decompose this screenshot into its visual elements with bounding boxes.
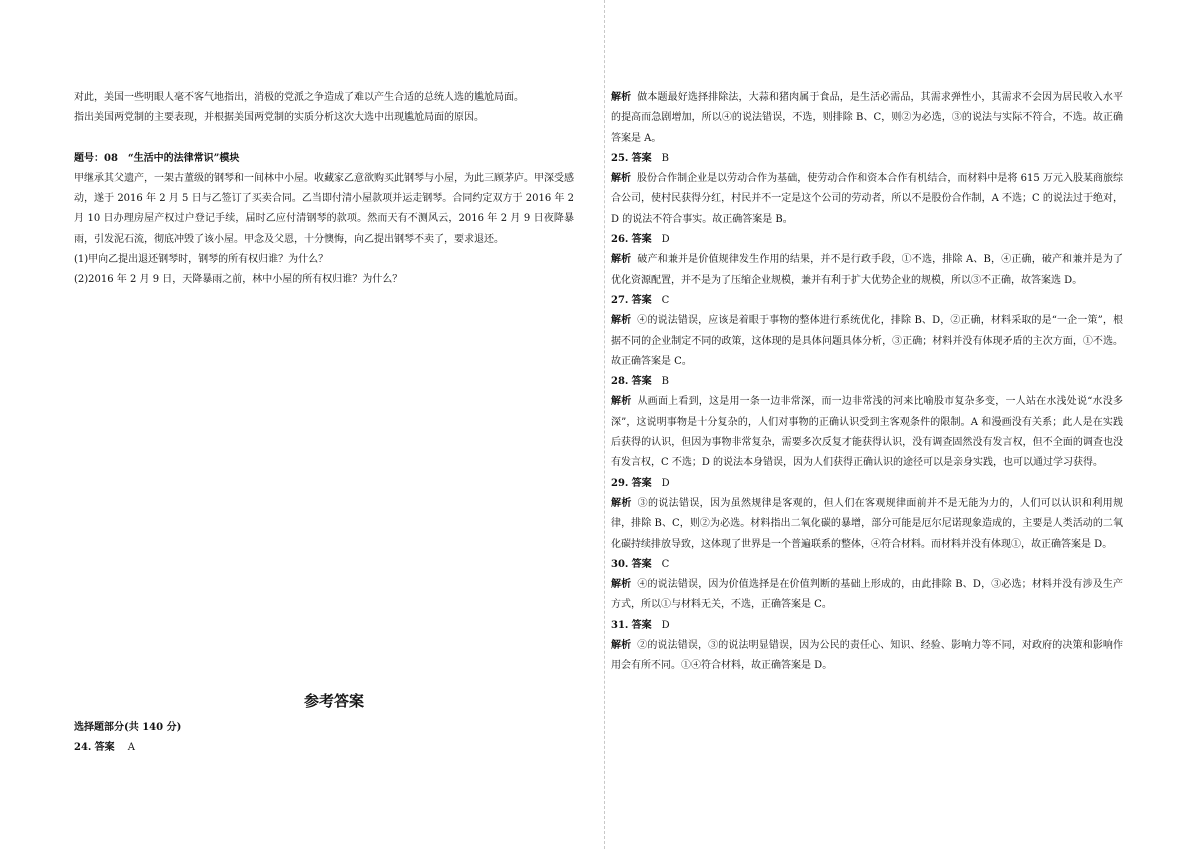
answer-label: 答案 (94, 742, 115, 754)
analysis-label: 解析 (611, 640, 632, 652)
answer-value: B (661, 152, 669, 164)
item-number: 30. (611, 558, 629, 570)
answer-line (611, 230, 1123, 250)
answer-line (611, 474, 1123, 494)
analysis-label: 解析 (611, 173, 632, 185)
sub-question-2: (2)2016 年 2 月 9 日，天降暴雨之前，林中小屋的所有权归谁？为什么？ (74, 274, 403, 286)
analysis-text: ④的说法错误，应该是着眼于事物的整体进行系统优化，排除 B、D，②正确，材料采取的是“一企一策”，根据不同的企业制定不同的政策，这体现的是具体问题具体分析，③正确；材料并没有体现矛盾的主次方面，①不选。故正确答案是 C。 (611, 315, 1124, 367)
analysis-text: ③的说法错误，因为虽然规律是客观的，但人们在客观规律面前并不是无能为力的，人们可以认识和利用规律，排除 B、C，则②为必选。材料指出二氧化碳的暴增，部分可能是厄尔尼诺现象造成的，主要是人类活动的二氧化碳持续排放导致，这体现了世界是一个普遍联系的整体，④符合材料。而材料并没有体现①，故正确答案是 D。 (611, 497, 1124, 550)
answer-line (611, 149, 1123, 169)
right-column (611, 88, 1123, 677)
answer-label: 答案 (631, 152, 652, 164)
item-number: 26. (611, 234, 629, 246)
answer-line (611, 555, 1123, 575)
answer-label: 答案 (631, 477, 652, 489)
item-number: 31. (611, 619, 629, 631)
analysis-label: 解析 (611, 92, 632, 103)
answer-label: 答案 (631, 558, 652, 570)
answer-value: D (661, 234, 670, 246)
analysis-text: 破产和兼并是价值规律发生作用的结果，并不是行政手段，①不选，排除 A、B，④正确，破产和兼并是为了优化资源配置，并不是为了压缩企业规模，兼并有利于扩大优势企业的规模，所以③不正确，故答案选 D。 (611, 254, 1124, 286)
analysis-text: 从画面上看到，这是用一条一边非常深，而一边非常浅的河来比喻股市复杂多变，一人站在水浅处说“水没多深”，这说明事物是十分复杂的，人们对事物的正确认识受到主客观条件的限制。A 和漫画没有关系；此人是在实践后获得的认识，但因为事物非常复杂，需要多次反复才能获得认识，没有调查固然没有发言权，但不全面的调查也没有发言权，C 不选；D 的说法本身错误，因为人们获得正确认识的途径可以是亲身实践，也可以通过学习获得。 (611, 396, 1123, 469)
answer-value: C (661, 558, 670, 570)
answer-value: D (661, 619, 670, 631)
page-divider (604, 0, 605, 849)
analysis-label: 解析 (611, 396, 632, 408)
analysis-label: 解析 (611, 254, 632, 266)
item-number: 25. (611, 152, 629, 164)
answer-value: C (661, 294, 670, 306)
answer-value: D (661, 477, 670, 489)
answer-label: 答案 (631, 376, 652, 388)
analysis-28 (611, 392, 1123, 473)
answer-line (74, 738, 574, 758)
analysis-text: ②的说法错误，③的说法明显错误，因为公民的责任心、知识、经验、影响力等不同，对政府的决策和影响作用会有所不同。①④符合材料，故正确答案是 D。 (611, 640, 1124, 672)
sub-question-1: (1)甲向乙提出退还钢琴时，钢琴的所有权归谁？为什么？ (74, 254, 329, 266)
analysis-label: 解析 (611, 579, 632, 591)
item-number: 24. (74, 742, 92, 754)
analysis-31 (611, 636, 1123, 677)
answers-start (74, 718, 574, 759)
analysis-30 (611, 575, 1123, 616)
question-prompt: 指出美国两党制的主要表现，并根据美国两党制的实质分析这次大选中出现尴尬局面的原因。 (74, 112, 484, 124)
item-number: 27. (611, 294, 629, 306)
answer-line (611, 616, 1123, 636)
analysis-26 (611, 250, 1123, 291)
answer-label: 答案 (631, 619, 652, 631)
answers-subtitle: 选择题部分(共 140 分) (74, 722, 182, 733)
answer-line (611, 291, 1123, 311)
analysis-text: 股份合作制企业是以劳动合作为基础，使劳动合作和资本合作有机结合，而材料中是将 615 万元入股某商旅综合公司，使村民获得分红，村民并不一定是这个公司的劳动者，所以不是股份合作制，A 不选；C 的说法过于绝对，D 的说法不符合事实。故正确答案是 B。 (611, 173, 1123, 225)
analysis-label: 解析 (611, 497, 632, 509)
question-title: 题号：08 “生活中的法律常识”模块 (74, 152, 240, 164)
item-number: 28. (611, 376, 629, 388)
question-body: 甲继承其父遗产，一架古董级的钢琴和一间林中小屋。收藏家乙意欲购买此钢琴与小屋，为此三顾茅庐。甲深受感动，遂于 2016 年 2 月 5 日与乙签订了买卖合同。乙当即付清小屋款项并运走钢琴。合同约定双方于 2016 年 2 月 10 日办理房屋产权过户登记手续，届时乙应付清钢琴的款项。然而天有不测风云，2016 年 2 月 9 日夜降暴雨，引发泥石流，彻底冲毁了该小屋。甲念及父恩，十分懊悔，向乙提出钢琴不卖了，要求退还。 (74, 172, 574, 245)
answer-label: 答案 (631, 234, 652, 246)
answer-line (611, 372, 1123, 392)
left-column (74, 88, 574, 291)
analysis-label: 解析 (611, 315, 632, 327)
answer-value: B (661, 376, 669, 388)
answers-heading: 参考答案 (303, 692, 364, 710)
answer-value: A (127, 742, 136, 754)
analysis-25 (611, 169, 1123, 230)
item-number: 29. (611, 477, 629, 489)
analysis-24 (611, 88, 1123, 149)
answer-label: 答案 (631, 294, 652, 306)
paragraph: 对此，美国一些明眼人毫不客气地指出，消极的党派之争造成了难以产生合适的总统人选的尴尬局面。 (74, 92, 524, 103)
analysis-text: 做本题最好选择排除法，大蒜和猪肉属于食品，是生活必需品，其需求弹性小，其需求不会因为居民收入水平的提高而急剧增加，所以④的说法错误，不选，则排除 B、C，则②为必选，③的说法与实际不符合，不选。故正确答案是 A。 (611, 92, 1124, 144)
analysis-29 (611, 494, 1123, 555)
analysis-27 (611, 311, 1123, 372)
analysis-text: ④的说法错误，因为价值选择是在价值判断的基础上形成的，由此排除 B、D，③必选；材料并没有涉及生产方式，所以①与材料无关，不选，正确答案是 C。 (611, 579, 1124, 611)
